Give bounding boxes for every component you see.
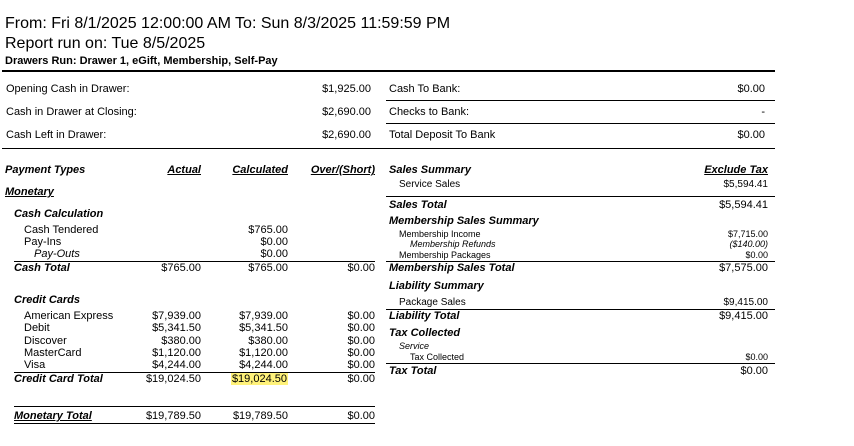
payment-types-header: Payment Types	[5, 164, 86, 176]
credit-card-total-calculated-cell	[207, 373, 288, 385]
opening-cash-value: $1,925.00	[322, 83, 371, 95]
cash-tendered-calculated: $765.00	[248, 224, 288, 236]
credit-card-total-calculated: $19,024.50	[231, 373, 287, 385]
tax-total-label: Tax Total	[389, 365, 437, 377]
credit-row-calculated: $380.00	[248, 335, 288, 347]
pay-outs-label: Pay-Outs	[34, 248, 80, 260]
cash-total-actual: $765.00	[161, 262, 201, 274]
sales-total-value: $5,594.41	[719, 199, 768, 211]
credit-row-calculated: $5,341.50	[239, 322, 288, 334]
credit-row-over-short: $0.00	[347, 335, 375, 347]
cash-calculation-title: Cash Calculation	[14, 208, 104, 220]
service-sales-label: Service Sales	[399, 179, 461, 190]
credit-card-total-actual: $19,024.50	[145, 373, 201, 385]
bank-divider	[386, 100, 775, 101]
credit-row-over-short: $0.00	[347, 322, 375, 334]
membership-income-label: Membership Income	[399, 229, 481, 239]
credit-row-label: Visa	[24, 359, 46, 371]
monetary-header: Monetary	[5, 186, 54, 198]
tax-collected-label: Tax Collected	[410, 352, 465, 362]
sales-total-label: Sales Total	[389, 199, 447, 211]
cash-tendered-label: Cash Tendered	[24, 224, 99, 236]
credit-row-label: Debit	[24, 322, 50, 334]
package-sales-label: Package Sales	[399, 297, 466, 308]
credit-row-calculated: $4,244.00	[239, 359, 288, 371]
liability-summary-title: Liability Summary	[389, 280, 484, 292]
calculated-header: Calculated	[232, 164, 288, 176]
deposit-divider	[386, 123, 775, 124]
tax-service-label: Service	[399, 341, 430, 351]
credit-card-total-over-short: $0.00	[347, 373, 375, 385]
checks-to-bank-value: -	[761, 106, 765, 118]
cash-total-label: Cash Total	[14, 262, 70, 274]
drawers-run: Drawers Run: Drawer 1, eGift, Membership, Self-Pay	[5, 55, 278, 67]
cash-at-closing-label: Cash in Drawer at Closing:	[6, 106, 137, 118]
actual-header: Actual	[167, 164, 201, 176]
tax-total-value: $0.00	[740, 365, 768, 377]
service-sales-value: $5,594.41	[723, 179, 768, 190]
checks-to-bank-label: Checks to Bank:	[389, 106, 470, 118]
over-short-header: Over/(Short)	[310, 164, 375, 176]
pay-ins-calculated: $0.00	[260, 236, 288, 248]
credit-card-total-label: Credit Card Total	[14, 373, 103, 385]
membership-packages-label: Membership Packages	[399, 250, 491, 260]
credit-row-calculated: $1,120.00	[239, 347, 288, 359]
membership-sales-total-value: $7,575.00	[719, 262, 768, 274]
credit-row-actual: $5,341.50	[152, 322, 201, 334]
credit-cards-title: Credit Cards	[14, 294, 81, 306]
total-deposit-value: $0.00	[737, 129, 765, 141]
total-deposit-label: Total Deposit To Bank	[389, 129, 496, 141]
credit-row-label: American Express	[24, 310, 114, 322]
cash-to-bank-value: $0.00	[737, 83, 765, 95]
monetary-total-calculated: $19,789.50	[232, 410, 288, 422]
monetary-total-label: Monetary Total	[14, 410, 92, 422]
tax-collected-title: Tax Collected	[389, 327, 461, 339]
liability-total-value: $9,415.00	[719, 310, 768, 322]
membership-packages-value: $0.00	[745, 250, 768, 260]
cash-total-over-short: $0.00	[347, 262, 375, 274]
monetary-total-actual: $19,789.50	[145, 410, 201, 422]
pay-outs-calculated: $0.00	[260, 248, 288, 260]
tax-total-divider	[386, 363, 775, 364]
cash-left-label: Cash Left in Drawer:	[6, 129, 107, 141]
credit-row-actual: $4,244.00	[152, 359, 201, 371]
credit-row-actual: $1,120.00	[152, 347, 201, 359]
package-sales-value: $9,415.00	[723, 297, 768, 308]
report-run-on: Report run on: Tue 8/5/2025	[5, 35, 206, 52]
pay-ins-label: Pay-Ins	[24, 236, 62, 248]
credit-row-label: Discover	[24, 335, 67, 347]
cash-left-value: $2,690.00	[322, 129, 371, 141]
liability-total-label: Liability Total	[389, 310, 460, 322]
membership-refunds-label: Membership Refunds	[410, 239, 496, 249]
drawer-box-bottom	[2, 148, 775, 149]
credit-row-over-short: $0.00	[347, 347, 375, 359]
sales-total-divider	[386, 196, 775, 197]
cash-to-bank-label: Cash To Bank:	[389, 83, 461, 95]
cash-at-closing-value: $2,690.00	[322, 106, 371, 118]
cash-total-calculated: $765.00	[248, 262, 288, 274]
credit-row-label: MasterCard	[24, 347, 82, 359]
monetary-total-over-short: $0.00	[347, 410, 375, 422]
credit-row-over-short: $0.00	[347, 310, 375, 322]
membership-summary-title: Membership Sales Summary	[389, 215, 539, 227]
monetary-total-divider	[14, 406, 375, 407]
credit-row-over-short: $0.00	[347, 359, 375, 371]
exclude-tax-header: Exclude Tax	[704, 164, 768, 176]
membership-income-value: $7,715.00	[727, 229, 768, 239]
credit-row-actual: $380.00	[161, 335, 201, 347]
report-date-range: From: Fri 8/1/2025 12:00:00 AM To: Sun 8/3/2025 11:59:59 PM	[5, 15, 451, 32]
sales-summary-title: Sales Summary	[389, 164, 471, 176]
monetary-total-bottom	[14, 423, 375, 424]
opening-cash-label: Opening Cash in Drawer:	[6, 83, 130, 95]
membership-sales-total-label: Membership Sales Total	[389, 262, 515, 274]
header-divider	[2, 70, 775, 72]
tax-collected-value: $0.00	[745, 352, 768, 362]
membership-refunds-value: ($140.00)	[729, 239, 768, 249]
credit-row-actual: $7,939.00	[152, 310, 201, 322]
credit-row-calculated: $7,939.00	[239, 310, 288, 322]
